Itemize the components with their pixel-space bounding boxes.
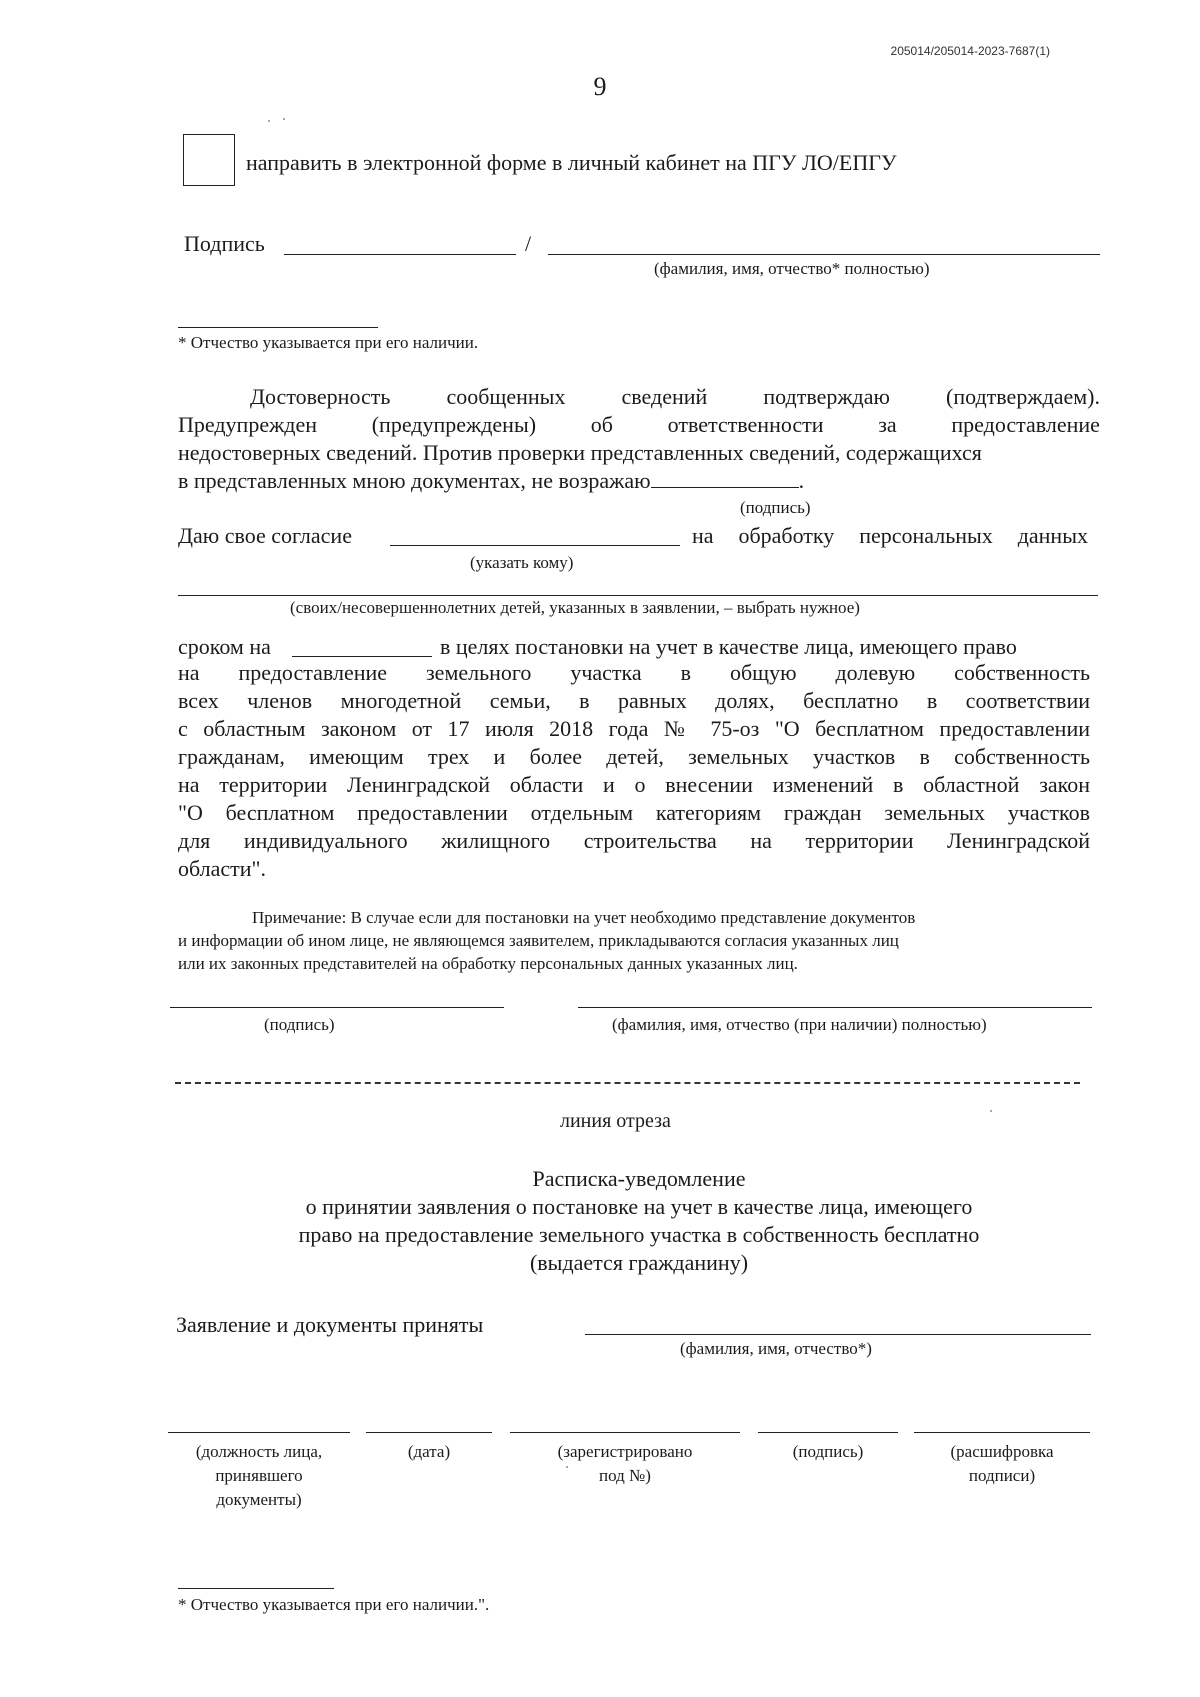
receipt-col-caption-position: (должность лица, принявшего документы) [195, 1442, 323, 1509]
consent-body-line: на предоставление земельного участка в общую долевую собственность [178, 660, 1090, 685]
word: на [692, 523, 714, 548]
receipt-col-caption-registration: (зарегистрировано под №) [557, 1442, 693, 1485]
receipt-col-caption-date: (дата) [407, 1442, 451, 1461]
word: Предупрежден [178, 412, 318, 437]
word: обработку [738, 523, 835, 548]
scan-speck [990, 1110, 992, 1112]
word: предоставление [951, 412, 1100, 437]
full-name-caption: (фамилия, имя, отчество* полностью) [654, 259, 930, 278]
consent-to-whom-caption: (указать кому) [470, 553, 574, 572]
receipt-col-line-decoding[interactable] [914, 1432, 1090, 1433]
term-suffix: в целях постановки на учет в качестве лица, имеющего право [440, 634, 1017, 659]
delivery-checkbox[interactable] [183, 134, 235, 186]
signature-line-2[interactable] [170, 1007, 504, 1008]
page-number: 9 [593, 72, 607, 101]
no-objection-signature-caption: (подпись) [740, 498, 811, 517]
delivery-option-label: направить в электронной форме в личный кабинет на ПГУ ЛО/ЕПГУ [246, 150, 897, 175]
consent-body-line: "О бесплатном предоставлении отдельным категориям граждан земельных участков [178, 800, 1090, 825]
signature-line[interactable] [284, 254, 516, 255]
signature-separator: / [525, 231, 532, 256]
full-name-line[interactable] [548, 254, 1100, 255]
word: (подтверждаем). [946, 384, 1100, 409]
confirmation-line-4-text: в представленных мною документах, не возражаю [178, 468, 651, 493]
signature-caption-2: (подпись) [264, 1015, 335, 1034]
receipt-col-caption-decoding: (расшифровка подписи) [950, 1442, 1054, 1485]
document-id: 205014/205014-2023-7687(1) [890, 44, 1050, 58]
scan-speck [268, 120, 270, 122]
note-line-2: и информации об ином лице, не являющемся заявителем, прикладываются согласия указанных лиц [178, 931, 899, 950]
confirmation-paragraph [178, 383, 1100, 495]
word: Достоверность [250, 384, 391, 409]
consent-body-line: на территории Ленинградской области и о внесении изменений в областной закон [178, 772, 1090, 797]
word: сведений [621, 384, 708, 409]
consent-subjects-caption: (своих/несовершеннолетних детей, указанных в заявлении, – выбрать нужное) [290, 598, 860, 617]
word: (предупреждены) [371, 412, 537, 437]
consent-body-last: области". [178, 856, 267, 881]
confirmation-line-4 [178, 467, 1100, 495]
footnote-divider-bottom [178, 1588, 334, 1589]
footnote-bottom: * Отчество указывается при его наличии.". [178, 1595, 490, 1614]
scan-speck [566, 1466, 568, 1468]
term-line[interactable] [292, 656, 432, 657]
receipt-subtitle-1: о принятии заявления о постановке на учет в качестве лица, имеющего [305, 1194, 973, 1219]
receipt-col-line-date[interactable] [366, 1432, 492, 1433]
cut-line-label: линия отреза [560, 1110, 671, 1132]
consent-to-whom-line[interactable] [390, 545, 680, 546]
scan-speck [283, 118, 285, 120]
consent-body-line: с областным законом от 17 июля 2018 года № 75-оз "О бесплатном предоставлении [178, 716, 1090, 741]
cut-line [175, 1082, 1080, 1084]
receipt-col-line-registration[interactable] [510, 1432, 740, 1433]
word: подтверждаю [763, 384, 890, 409]
consent-body-line: гражданам, имеющим трех и более детей, земельных участков в собственность [178, 744, 1090, 769]
consent-prefix: Даю свое согласие [178, 523, 352, 548]
no-objection-signature-line[interactable] [651, 469, 799, 488]
consent-body-line: для индивидуального жилищного строительства на территории Ленинградской [178, 828, 1090, 853]
note-line-1: Примечание: В случае если для постановки на учет необходимо представление документов [252, 908, 916, 927]
line-end-period: . [798, 468, 805, 493]
receipt-title: Расписка-уведомление [532, 1166, 746, 1191]
full-name-caption-2: (фамилия, имя, отчество (при наличии) полностью) [612, 1015, 987, 1034]
receipt-col-caption-signature: (подпись) [792, 1442, 864, 1461]
receipt-subtitle-2: право на предоставление земельного участка в собственность бесплатно [298, 1222, 980, 1247]
confirmation-line-2 [178, 411, 1100, 439]
receipt-subtitle-3: (выдается гражданину) [529, 1250, 749, 1275]
word: ответственности [667, 412, 824, 437]
confirmation-line-1 [178, 383, 1100, 411]
receipt-col-line-signature[interactable] [758, 1432, 898, 1433]
full-name-line-2[interactable] [578, 1007, 1092, 1008]
note-line-3: или их законных представителей на обработку персональных данных указанных лиц. [178, 954, 798, 973]
word: сообщенных [446, 384, 566, 409]
consent-body [178, 659, 1090, 883]
accepted-by-caption: (фамилия, имя, отчество*) [680, 1339, 872, 1358]
accepted-label: Заявление и документы приняты [176, 1312, 484, 1337]
word: об [590, 412, 613, 437]
consent-body-line: всех членов многодетной семьи, в равных долях, бесплатно в соответствии [178, 688, 1090, 713]
receipt-heading [178, 1165, 1100, 1277]
consent-suffix [692, 523, 1088, 549]
footnote-top: * Отчество указывается при его наличии. [178, 333, 479, 352]
footnote-divider [178, 327, 378, 328]
word: за [878, 412, 897, 437]
word: персональных [859, 523, 993, 548]
term-prefix: сроком на [178, 634, 271, 659]
note-block [178, 906, 1096, 975]
accepted-by-line[interactable] [585, 1334, 1091, 1335]
word: данных [1017, 523, 1088, 548]
signature-label: Подпись [184, 231, 265, 256]
receipt-col-line-position[interactable] [168, 1432, 350, 1433]
consent-subjects-line[interactable] [178, 595, 1098, 596]
confirmation-line-3: недостоверных сведений. Против проверки представленных сведений, содержащихся [178, 440, 982, 465]
